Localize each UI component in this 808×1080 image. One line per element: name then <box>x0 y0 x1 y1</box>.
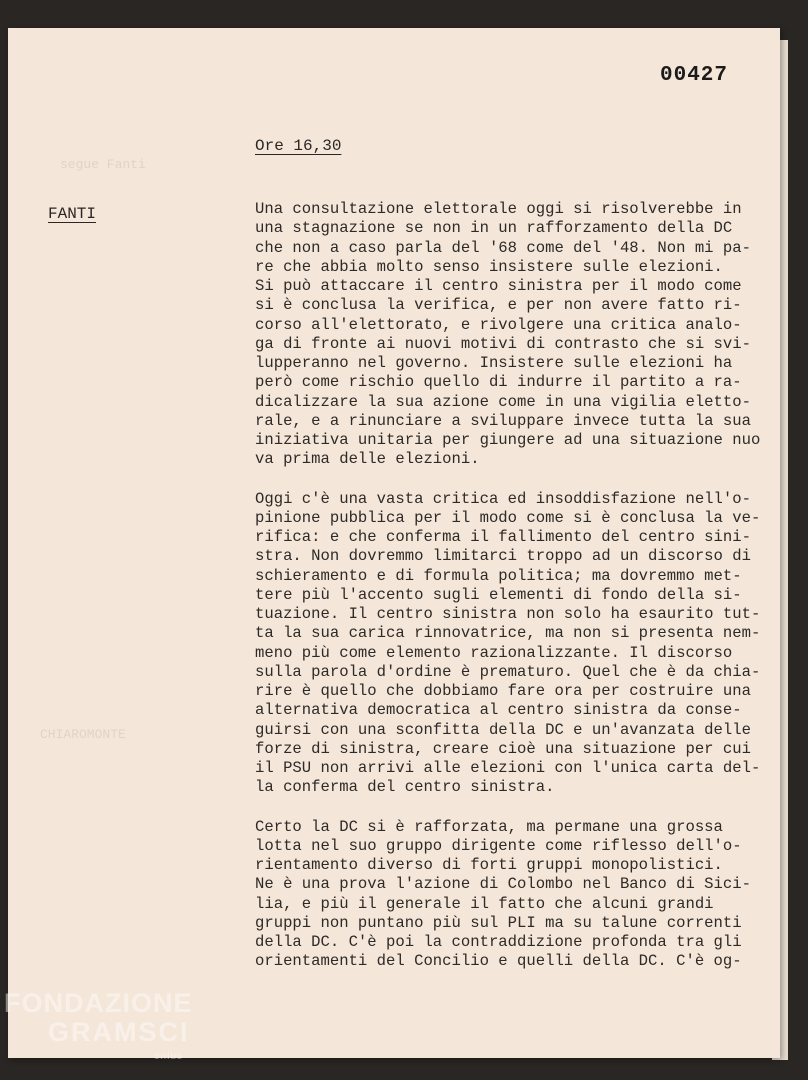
text-line: corso all'elettorato, e rivolgere una critica analo- <box>255 315 742 334</box>
watermark-line1: FONDAZIONE <box>4 988 193 1018</box>
text-line: rientamento diverso di forti gruppi monopolistici. <box>255 856 723 874</box>
bleed-through-text: segue Fanti <box>60 157 146 172</box>
text-line: Una consultazione elettorale oggi si risolverebbe in <box>255 200 742 218</box>
text-line: pinione pubblica per il modo come si è conclusa la ve- <box>255 508 761 527</box>
paragraph-1 <box>255 200 775 470</box>
text-line: orientamenti del Concilio e quelli della DC. C'è og- <box>255 952 742 971</box>
text-line: tere più l'accento sugli elementi di fondo della si- <box>255 585 742 604</box>
text-line: lotta nel suo gruppo dirigente come riflesso dell'o- <box>255 836 742 855</box>
speaker-name: FANTI <box>48 205 97 223</box>
paragraph-3 <box>255 818 775 972</box>
text-line: si è conclusa la verifica, e per non avere fatto ri- <box>255 296 742 315</box>
text-line: della DC. C'è poi la contraddizione profonda tra gli <box>255 933 742 951</box>
text-line: gruppi non puntano più sul PLI ma su talune correnti <box>255 913 742 932</box>
text-line: guirsi con una sconfitta della DC e un'avanzata delle <box>255 720 751 739</box>
fondazione-gramsci-watermark <box>4 988 193 1062</box>
watermark-line2: GRAMSCI <box>48 1017 190 1047</box>
text-line: una stagnazione se non in un rafforzamento della DC <box>255 219 733 238</box>
text-line: lupperanno nel governo. Insistere sulle elezioni ha <box>255 354 733 372</box>
watermark-small: onlus <box>154 1051 183 1062</box>
bleed-through-text: CHIAROMONTE <box>40 727 126 742</box>
text-line: tuazione. Il centro sinistra non solo ha esaurito tut- <box>255 605 761 623</box>
text-line: il PSU non arrivi alle elezioni con l'unica carta del- <box>255 759 761 777</box>
time-heading: Ore 16,30 <box>255 137 342 155</box>
text-line: Certo la DC si è rafforzata, ma permane una grossa <box>255 817 723 836</box>
text-line: schieramento e di formula politica; ma dovremmo met- <box>255 566 742 585</box>
text-line: alternativa democratica al centro sinistra da conse- <box>255 701 742 720</box>
text-line: va prima delle elezioni. <box>255 450 480 469</box>
text-line: meno più come elemento razionalizzante. Il discorso <box>255 643 733 662</box>
text-line: re che abbia molto senso insistere sulle elezioni. <box>255 257 723 276</box>
text-line: rale, e a rinunciare a sviluppare invece tutta la sua <box>255 411 751 430</box>
text-line: forze di sinistra, creare cioè una situazione per cui <box>255 739 751 758</box>
document-body <box>255 200 775 992</box>
text-line: lia, e più il generale il fatto che alcuni grandi <box>255 894 714 913</box>
paragraph-2 <box>255 490 775 798</box>
text-line: Oggi c'è una vasta critica ed insoddisfazione nell'o- <box>255 489 751 508</box>
text-line: la conferma del centro sinistra. <box>255 778 555 797</box>
text-line: rire è quello che dobbiamo fare ora per costruire una <box>255 682 751 700</box>
text-line: Si può attaccare il centro sinistra per il modo come <box>255 277 742 295</box>
text-line: stra. Non dovremmo limitarci troppo ad un discorso di <box>255 547 751 566</box>
text-line: sulla parola d'ordine è prematuro. Quel che è da chia- <box>255 662 761 681</box>
text-line: dicalizzare la sua azione come in una vigilia eletto- <box>255 392 751 411</box>
text-line: rifica: e che conferma il fallimento del centro sini- <box>255 528 751 546</box>
text-line: ta la sua carica rinnovatrice, ma non si presenta nem- <box>255 624 761 643</box>
document-number: 00427 <box>660 64 729 87</box>
text-line: che non a caso parla del '68 come del '48. Non mi pa- <box>255 238 751 257</box>
text-line: iniziativa unitaria per giungere ad una situazione nuo <box>255 431 761 449</box>
text-line: ga di fronte ai nuovi motivi di contrasto che si svi- <box>255 334 751 353</box>
text-line: Ne è una prova l'azione di Colombo nel Banco di Sici- <box>255 875 751 894</box>
text-line: però come rischio quello di indurre il partito a ra- <box>255 373 742 392</box>
